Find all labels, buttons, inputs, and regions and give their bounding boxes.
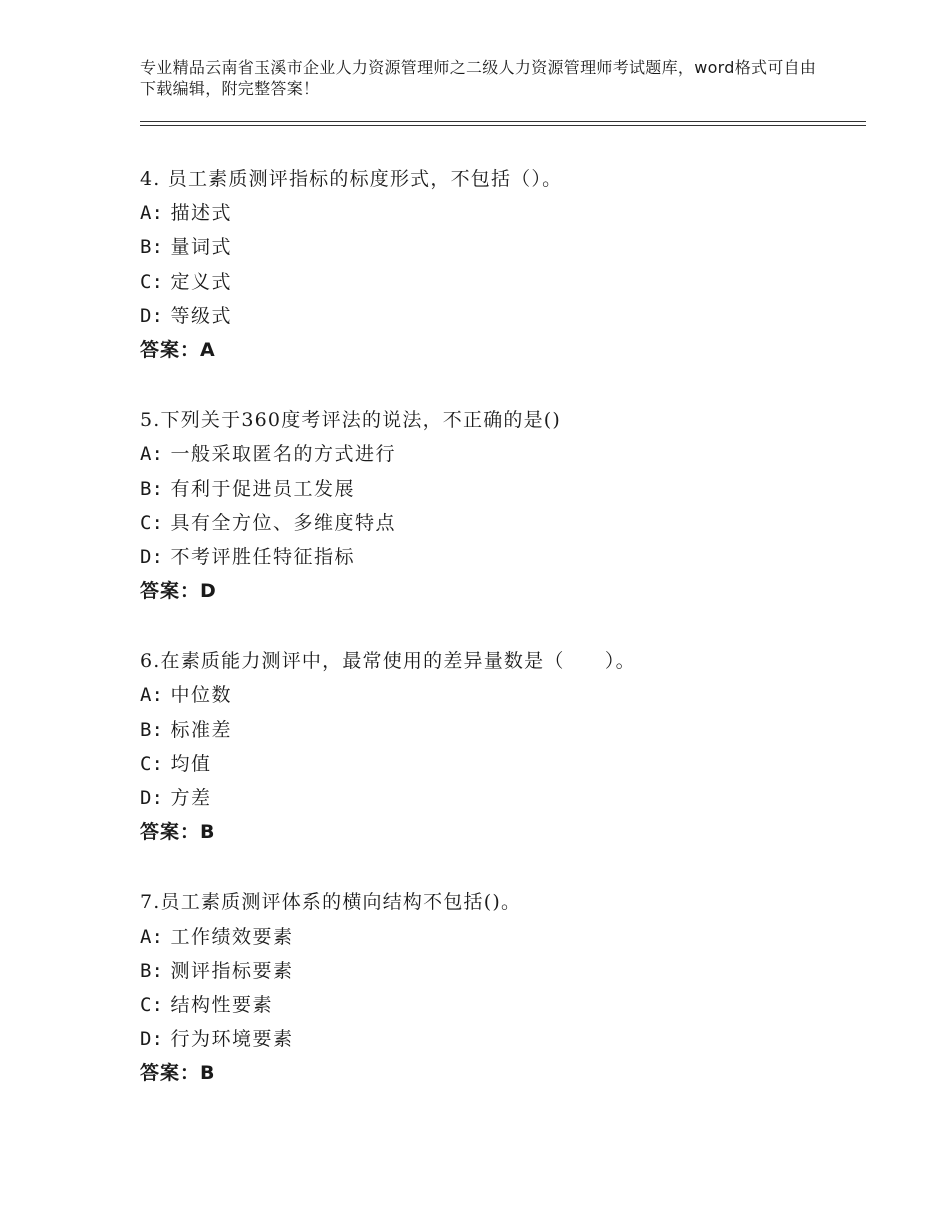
question-stem: 7.员工素质测评体系的横向结构不包括()。	[140, 891, 522, 914]
option-b	[140, 230, 866, 264]
option-text: 一般采取匿名的方式进行	[170, 443, 396, 466]
option-text: 测评指标要素	[170, 959, 294, 982]
question-stem: 6.在素质能力测评中，最常使用的差异量数是（ ）。	[140, 650, 636, 673]
option-letter: B:	[140, 236, 163, 259]
option-a	[140, 678, 866, 712]
option-a	[140, 196, 866, 230]
option-letter: C:	[140, 511, 163, 534]
option-b	[140, 954, 866, 988]
option-text: 具有全方位、多维度特点	[170, 511, 396, 534]
option-text: 等级式	[170, 304, 232, 327]
option-d	[140, 299, 866, 333]
option-letter: B:	[140, 959, 163, 982]
option-text: 结构性要素	[170, 993, 273, 1016]
option-letter: A:	[140, 202, 163, 225]
option-letter: B:	[140, 477, 163, 500]
option-letter: D:	[140, 787, 163, 809]
answer-label: 答案：D	[140, 580, 217, 603]
option-letter: A:	[140, 925, 163, 948]
question-6	[140, 644, 866, 849]
option-c	[140, 988, 866, 1022]
option-text: 定义式	[170, 270, 232, 293]
option-letter: D:	[140, 304, 163, 327]
option-letter: D:	[140, 1028, 163, 1051]
option-text: 中位数	[170, 684, 232, 707]
question-5	[140, 403, 866, 608]
option-text: 行为环境要素	[170, 1028, 294, 1051]
answer-label: 答案：B	[140, 821, 216, 844]
option-d	[140, 781, 866, 815]
option-a	[140, 920, 866, 954]
option-c	[140, 506, 866, 540]
option-text: 描述式	[170, 202, 232, 225]
question-stem: 5.下列关于360度考评法的说法，不正确的是()	[140, 409, 562, 432]
option-letter: C:	[140, 270, 163, 293]
header-divider-bottom	[140, 125, 866, 126]
option-a	[140, 437, 866, 471]
option-text: 标准差	[170, 718, 232, 741]
question-7	[140, 885, 866, 1090]
option-letter: C:	[140, 752, 163, 775]
header-divider-top	[140, 121, 866, 122]
option-text: 不考评胜任特征指标	[170, 545, 355, 568]
option-text: 工作绩效要素	[170, 925, 294, 948]
question-list	[140, 162, 866, 1127]
option-b	[140, 713, 866, 747]
option-text: 方差	[170, 787, 212, 809]
option-letter: B:	[140, 718, 163, 741]
option-c	[140, 265, 866, 299]
answer-label: 答案：A	[140, 338, 216, 361]
option-text: 量词式	[170, 236, 232, 259]
option-letter: A:	[140, 684, 163, 707]
question-stem: 4. 员工素质测评指标的标度形式，不包括（）。	[140, 168, 563, 190]
option-c	[140, 747, 866, 781]
question-4	[140, 162, 866, 367]
option-letter: D:	[140, 545, 163, 568]
option-text: 有利于促进员工发展	[170, 477, 355, 500]
answer-label: 答案：B	[140, 1062, 216, 1085]
option-letter: C:	[140, 993, 163, 1016]
document-title: 专业精品云南省玉溪市企业人力资源管理师之二级人力资源管理师考试题库，word格式可自由下载编辑，附完整答案！	[140, 58, 817, 98]
option-letter: A:	[140, 443, 163, 466]
option-d	[140, 540, 866, 574]
option-text: 均值	[170, 752, 212, 775]
option-b	[140, 472, 866, 506]
document-header	[140, 57, 830, 99]
option-d	[140, 1022, 866, 1056]
